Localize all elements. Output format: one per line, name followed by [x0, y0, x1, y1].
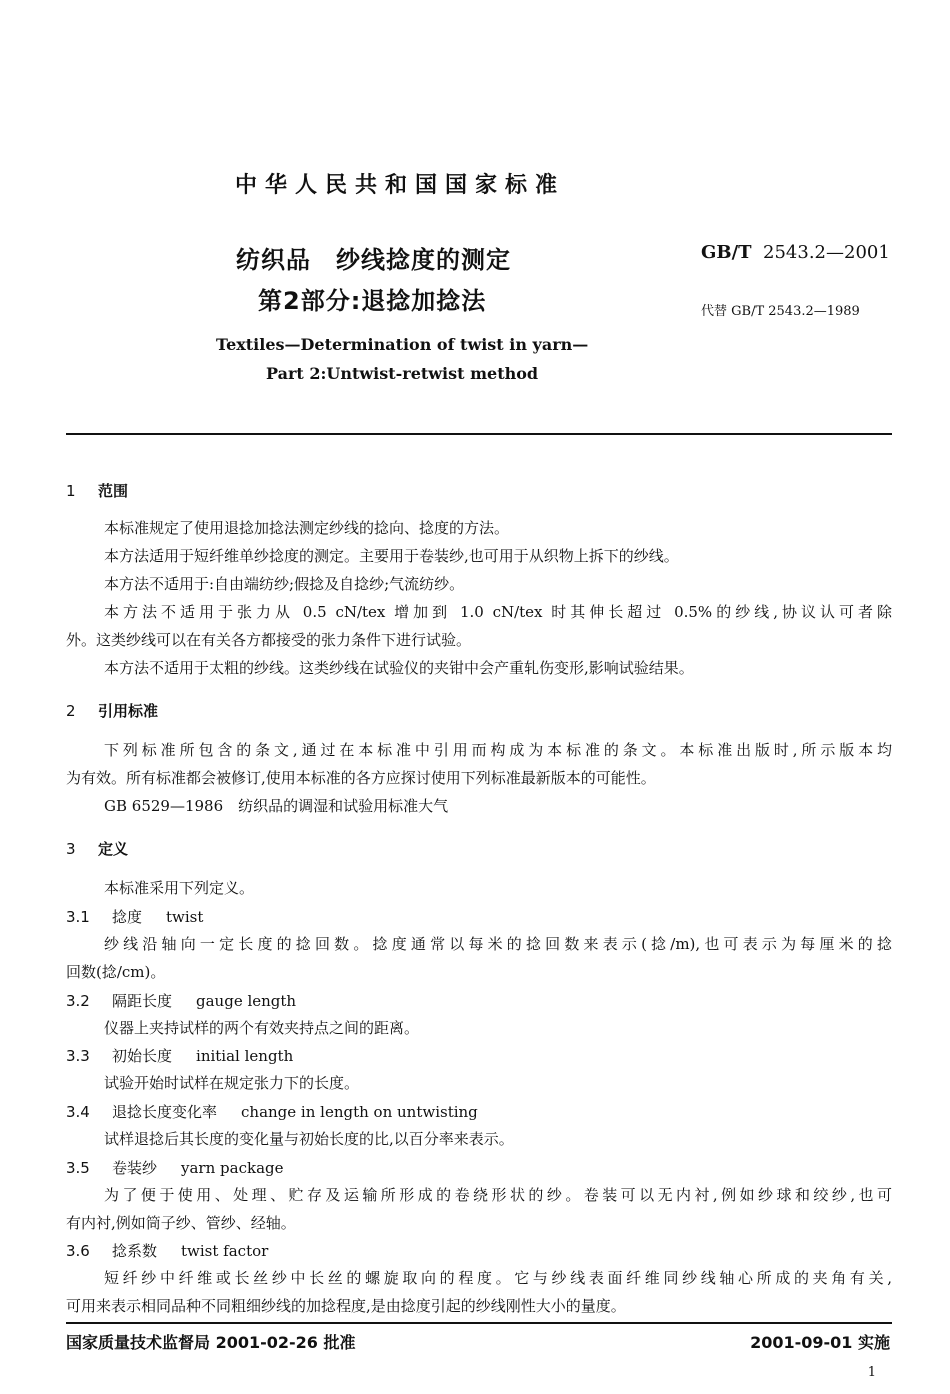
- section-1-para-4-cont: 外。这类纱线可以在有关各方都接受的张力条件下进行试验。: [66, 631, 472, 649]
- definition-3-6-number: 3.6: [66, 1242, 90, 1260]
- definition-3-2-number: 3.2: [66, 992, 90, 1010]
- definition-3-5-heading: [66, 1157, 284, 1178]
- section-1-number: 1: [66, 482, 76, 500]
- national-standard-heading: 中华人民共和国国家标准: [234, 173, 565, 198]
- approval-date: 国家质量技术监督局 2001-02-26 批准: [66, 1333, 356, 1352]
- definition-3-3-term: 初始长度: [112, 1047, 173, 1065]
- definition-3-6-text-cont: 可用来表示相同品种不同粗细纱线的加捻程度,是由捻度引起的纱线刚性大小的量度。: [66, 1297, 626, 1315]
- section-1-para-4-line-1: 本方法不适用于张力从 0.5 cN/tex 增加到 1.0 cN/tex 时其伸长超过 0.5%的纱线,协议认可者除: [104, 603, 892, 621]
- replaces-note: 代替 GB/T 2543.2—1989: [701, 304, 860, 319]
- title-cn-line2: 第2部分:退捻加捻法: [258, 287, 487, 315]
- definition-3-2-term: 隔距长度: [112, 992, 173, 1010]
- definition-3-6-en: twist factor: [181, 1242, 269, 1260]
- section-3-intro: 本标准采用下列定义。: [104, 879, 255, 897]
- definition-3-3-heading: [66, 1045, 293, 1066]
- definition-3-4-number: 3.4: [66, 1103, 90, 1121]
- section-1-para-3: 本方法不适用于:自由端纺纱;假捻及自捻纱;气流纺纱。: [104, 575, 465, 593]
- title-en-line2: Part 2:Untwist-retwist method: [266, 364, 539, 383]
- definition-3-2-heading: [66, 990, 296, 1011]
- standard-code: [701, 242, 890, 263]
- section-1-para-5: 本方法不适用于太粗的纱线。这类纱线在试验仪的夹钳中会产重轧伤变形,影响试验结果。: [104, 659, 694, 677]
- section-2-para-1: [66, 736, 892, 764]
- section-2-para-1-line-1: 下列标准所包含的条文,通过在本标准中引用而构成为本标准的条文。本标准出版时,所示版本均: [104, 741, 892, 759]
- definition-3-5-number: 3.5: [66, 1159, 90, 1177]
- definition-3-4-term: 退捻长度变化率: [112, 1103, 218, 1121]
- section-1-title: 范围: [98, 482, 129, 500]
- definition-3-5-text-line-1: 为了便于使用、处理、贮存及运输所形成的卷绕形状的纱。卷装可以无内衬,例如纱球和绞纱,也可: [104, 1186, 892, 1204]
- footer-divider: [66, 1322, 892, 1324]
- definition-3-1-text: [66, 930, 892, 958]
- definition-3-6-term: 捻系数: [112, 1242, 158, 1260]
- definition-3-6-text-line-1: 短纤纱中纤维或长丝纱中长丝的螺旋取向的程度。它与纱线表面纤维同纱线轴心所成的夹角有关,: [104, 1269, 892, 1287]
- definition-3-4-en: change in length on untwisting: [241, 1103, 478, 1121]
- definition-3-2-en: gauge length: [196, 992, 297, 1010]
- section-2-title: 引用标准: [98, 702, 159, 720]
- section-1-para-4: [66, 598, 892, 626]
- definition-3-1-text-cont: 回数(捻/cm)。: [66, 963, 166, 981]
- definition-3-5-text-cont: 有内衬,例如筒子纱、管纱、经轴。: [66, 1214, 296, 1232]
- section-3-title: 定义: [98, 840, 129, 858]
- title-cn-line1: 纺织品 纱线捻度的测定: [236, 246, 511, 274]
- section-1-heading: [66, 480, 128, 501]
- implementation-date: 2001-09-01 实施: [750, 1333, 890, 1352]
- definition-3-5-text: [66, 1181, 892, 1209]
- definition-3-4-heading: [66, 1101, 478, 1122]
- definition-3-4-text: 试样退捻后其长度的变化量与初始长度的比,以百分率来表示。: [104, 1130, 514, 1148]
- section-1-para-2: 本方法适用于短纤维单纱捻度的测定。主要用于卷装纱,也可用于从织物上拆下的纱线。: [104, 547, 679, 565]
- definition-3-3-en: initial length: [196, 1047, 294, 1065]
- definition-3-1-number: 3.1: [66, 908, 90, 926]
- page-number: 1: [867, 1365, 876, 1380]
- section-3-number: 3: [66, 840, 76, 858]
- definition-3-6-heading: [66, 1240, 268, 1261]
- title-en-line1: Textiles—Determination of twist in yarn—: [216, 335, 589, 354]
- standard-code-prefix: GB/T: [701, 242, 752, 263]
- definition-3-5-term: 卷装纱: [112, 1159, 158, 1177]
- definition-3-1-heading: [66, 906, 203, 927]
- definition-3-6-text: [66, 1264, 892, 1292]
- header-divider: [66, 433, 892, 435]
- section-2-para-1-cont: 为有效。所有标准都会被修订,使用本标准的各方应探讨使用下列标准最新版本的可能性。: [66, 769, 656, 787]
- definition-3-1-term: 捻度: [112, 908, 143, 926]
- definition-3-1-en: twist: [166, 908, 204, 926]
- definition-3-5-en: yarn package: [181, 1159, 284, 1177]
- section-2-number: 2: [66, 702, 76, 720]
- definition-3-3-text: 试验开始时试样在规定张力下的长度。: [104, 1074, 360, 1092]
- section-3-heading: [66, 838, 128, 859]
- section-2-reference: GB 6529—1986 纺织品的调湿和试验用标准大气: [104, 797, 449, 815]
- definition-3-2-text: 仪器上夹持试样的两个有效夹持点之间的距离。: [104, 1019, 420, 1037]
- section-1-para-1: 本标准规定了使用退捻加捻法测定纱线的捻向、捻度的方法。: [104, 519, 510, 537]
- definition-3-1-text-line-1: 纱线沿轴向一定长度的捻回数。捻度通常以每米的捻回数来表示(捻/m),也可表示为每厘米的捻: [104, 935, 892, 953]
- definition-3-3-number: 3.3: [66, 1047, 90, 1065]
- standard-code-number: 2543.2—2001: [763, 242, 890, 263]
- section-2-heading: [66, 700, 158, 721]
